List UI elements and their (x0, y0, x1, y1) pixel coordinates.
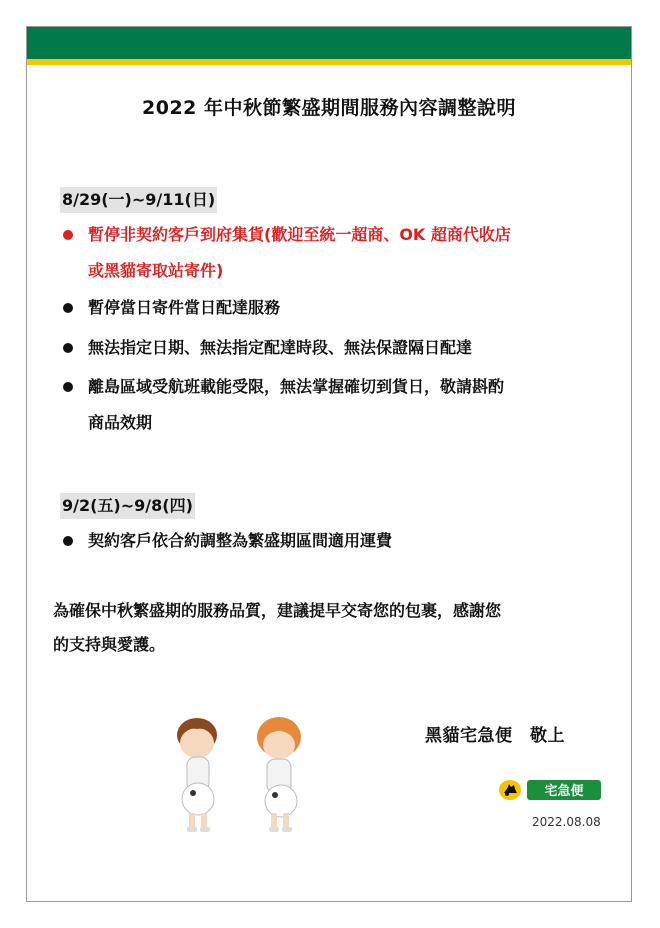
list-item (60, 523, 610, 559)
item-text-line1: 無法指定日期、無法指定配達時段、無法保證隔日配達 (88, 338, 473, 357)
item-text-line1: 離島區域受航班載能受限，無法掌握確切到貨日，敬請斟酌 (88, 377, 505, 396)
page-title: 2022 年中秋節繁盛期間服務內容調整說明 (142, 97, 516, 119)
list-item (60, 369, 610, 441)
closing-line-1: 為確保中秋繁盛期的服務品質，建議提早交寄您的包裹，感謝您 (53, 601, 502, 620)
closing-line-2: 的支持與愛護。 (53, 635, 166, 654)
period-label-2: 9/2(五)~9/8(四) (60, 493, 195, 519)
header-yellow-stripe (27, 59, 631, 65)
logo-text: 宅急便 (544, 784, 584, 799)
period-label-1: 8/29(一)~9/11(日) (60, 187, 217, 213)
black-cat-logo-icon (499, 779, 603, 801)
item-text-line1: 暫停非契約客戶到府集貨(歡迎至統一超商、OK 超商代收店 (88, 225, 511, 244)
closing-paragraph (53, 594, 613, 662)
list-item (60, 330, 610, 366)
mascot-boy (177, 718, 217, 832)
list-item (60, 217, 610, 289)
bullet-icon (63, 536, 73, 546)
list-item (60, 290, 610, 326)
bullet-icon (63, 230, 73, 240)
mascot-illustration (155, 713, 315, 833)
mascot-girl (257, 717, 301, 832)
header-green-band (27, 27, 631, 59)
item-text-line2: 或黑貓寄取站寄件) (88, 261, 224, 280)
notice-page (26, 26, 632, 902)
bullet-icon (63, 343, 73, 353)
date: 2022.08.08 (532, 815, 601, 829)
bullet-icon (63, 303, 73, 313)
item-text-line1: 暫停當日寄件當日配達服務 (88, 298, 281, 317)
signature: 黑貓宅急便 敬上 (425, 726, 565, 746)
bullet-icon (63, 382, 73, 392)
item-text-line2: 商品效期 (88, 413, 153, 432)
item-text-line1: 契約客戶依合約調整為繁盛期區間適用運費 (88, 531, 393, 550)
